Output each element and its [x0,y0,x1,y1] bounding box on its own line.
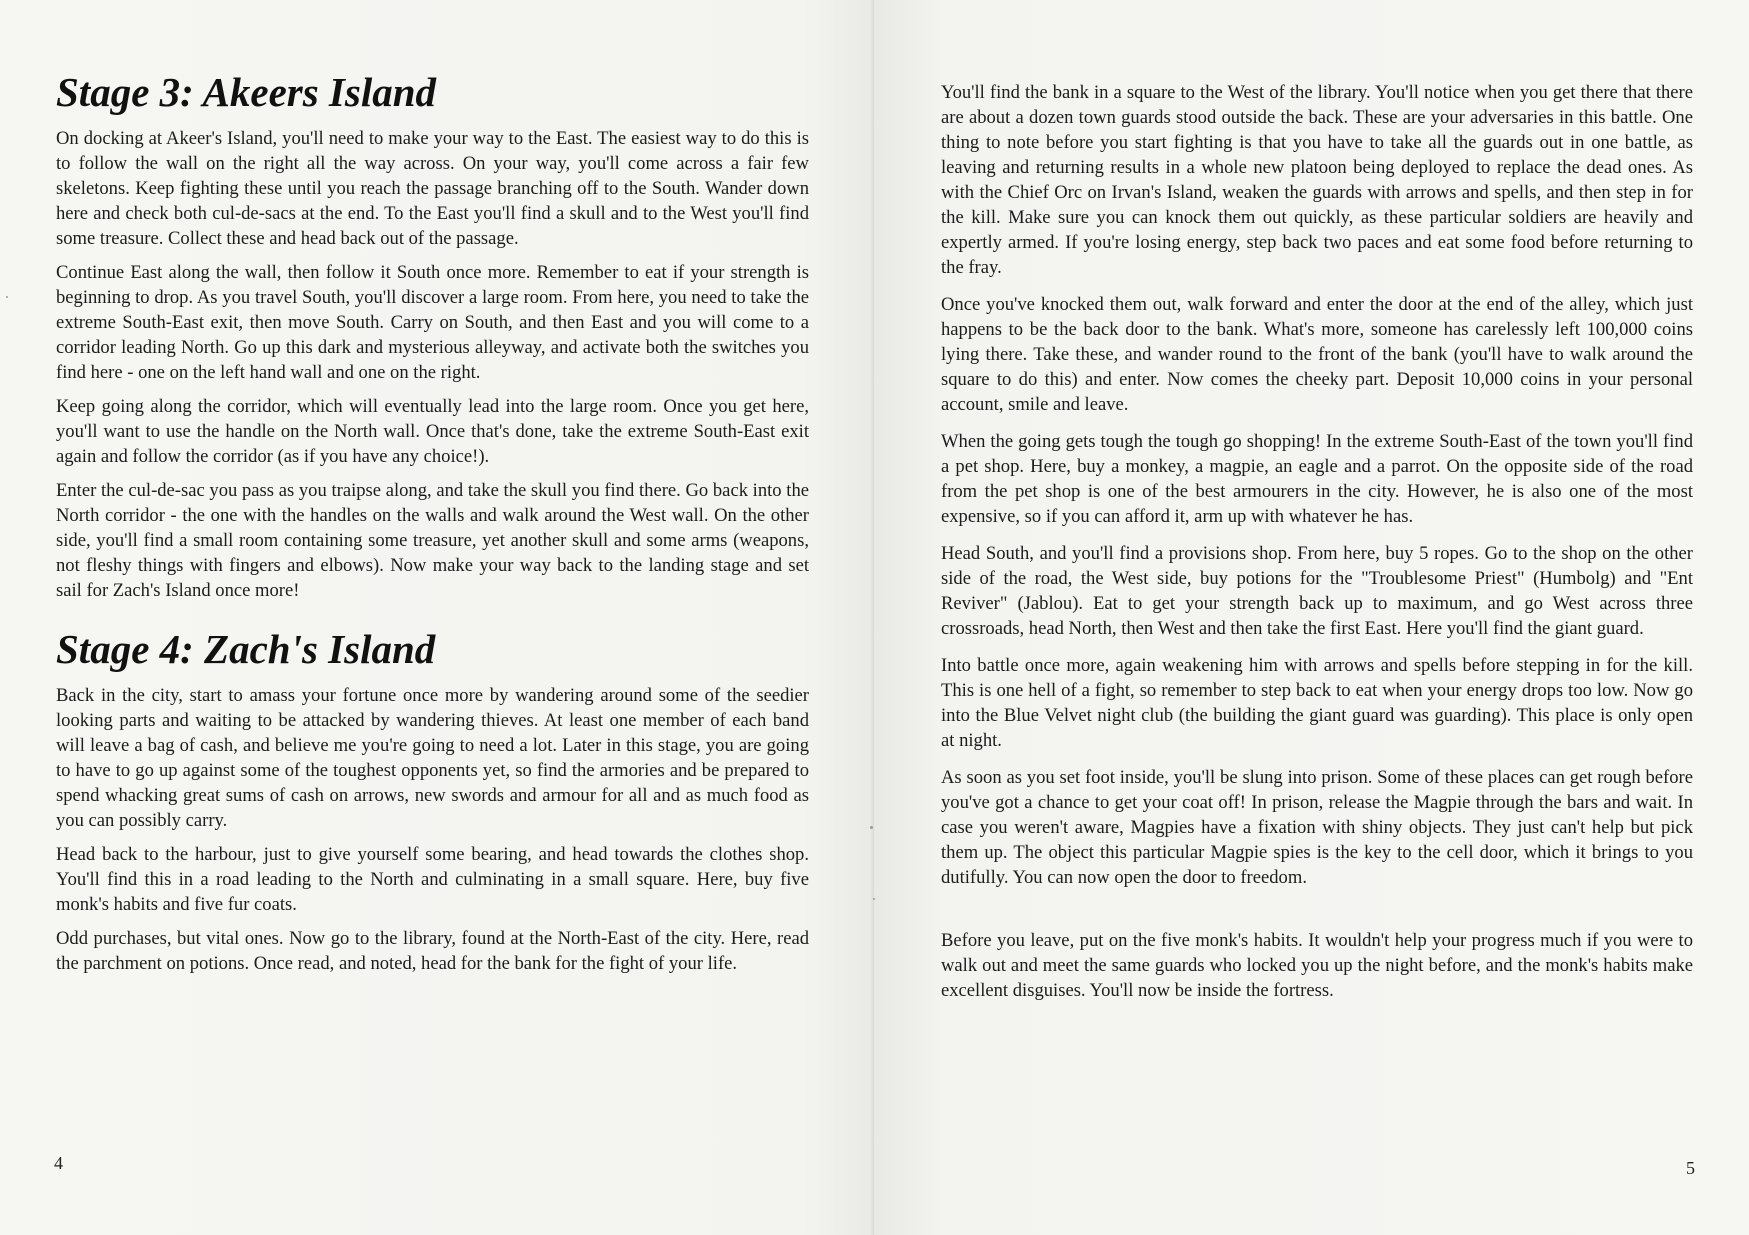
stage-4-paragraph: Head back to the harbour, just to give yourself some bearing, and head towards the clothes shop. You'll find this in a road leading to the North and culminating in a small square. Here, buy five monk's habits and five fur coats. [56,844,809,915]
stage-4-heading: Stage 4: Zach's Island [56,626,436,672]
right-paragraph: As soon as you set foot inside, you'll be slung into prison. Some of these places can get rough before you've got a chance to get your coat off! In prison, release the Magpie through the bars and wait. In case you weren't aware, Magpies have a fixation with shiny objects. They just can't help but pick them up. The object this particular Magpie spies is the key to the cell door, which it brings to you dutifully. You can now open the door to freedom. [941,767,1693,888]
right-column [941,80,1693,1015]
stage-3-paragraph: Enter the cul-de-sac you pass as you traipse along, and take the skull you find there. Go back into the North corridor - the one with the handles on the walls and walk around the West wall. On the other side, you'll find a small room containing some treasure, yet another skull and some arms (weapons, not fleshy things with fingers and elbows). Now make your way back to the landing stage and set sail for Zach's Island once more! [56,480,809,601]
paper-speck [6,296,8,298]
left-column [56,66,809,985]
stage-3-paragraph: On docking at Akeer's Island, you'll need to make your way to the East. The easiest way to do this is to follow the wall on the right all the way across. On your way, you'll come across a fair few skeletons. Keep fighting these until you reach the passage branching off to the South. Wander down here and check both cul-de-sacs at the end. To the East you'll find a skull and to the West you'll find some treasure. Collect these and head back out of the passage. [56,128,809,249]
right-paragraph: Before you leave, put on the five monk's habits. It wouldn't help your progress much if you were to walk out and meet the same guards who locked you up the night before, and the monk's habits make excellent disguises. You'll now be inside the fortress. [941,930,1693,1001]
right-paragraph: Into battle once more, again weakening him with arrows and spells before stepping in for the kill. This is one hell of a fight, so remember to step back to eat when your energy drops too low. Now go into the Blue Velvet night club (the building the giant guard was guarding). This place is only open at night. [941,655,1693,751]
left-page [0,0,874,1235]
right-paragraph: Once you've knocked them out, walk forward and enter the door at the end of the alley, which just happens to be the back door to the bank. What's more, someone has carelessly left 100,000 coins lying there. Take these, and wander round to the front of the bank (you'll have to walk around the square to do this) and enter. Now comes the cheeky part. Deposit 10,000 coins in your personal account, smile and leave. [941,294,1693,415]
page-number-left: 4 [54,1153,63,1173]
page-number-right: 5 [1686,1158,1695,1178]
stage-3-paragraph: Continue East along the wall, then follow it South once more. Remember to eat if your strength is beginning to drop. As you travel South, you'll discover a large room. From here, you need to take the extreme South-East exit, then move South. Carry on South, and then East and you will come to a corridor leading North. Go up this dark and mysterious alleyway, and activate both the switches you find here - one on the left hand wall and one on the right. [56,262,809,383]
stage-3-paragraph: Keep going along the corridor, which will eventually lead into the large room. Once you get here, you'll want to use the handle on the North wall. Once that's done, take the extreme South-East exit again and follow the corridor (as if you have any choice!). [56,396,809,467]
stage-4-paragraph: Odd purchases, but vital ones. Now go to the library, found at the North-East of the city. Here, read the parchment on potions. Once read, and noted, head for the bank for the fight of your life. [56,928,809,974]
paper-speck [870,826,873,829]
paper-speck [873,898,875,900]
stage-3-heading: Stage 3: Akeers Island [56,69,437,115]
right-paragraph: Head South, and you'll find a provisions shop. From here, buy 5 ropes. Go to the shop on the other side of the road, the West side, buy potions for the "Troublesome Priest" (Humbolg) and "Ent Reviver" (Jablou). Eat to get your strength back up to maximum, and go West across three crossroads, head North, then West and then take the first East. Here you'll find the giant guard. [941,543,1693,639]
right-paragraph: You'll find the bank in a square to the West of the library. You'll notice when you get there that there are about a dozen town guards stood outside the back. These are your adversaries in this battle. One thing to note before you start fighting is that you have to take all the guards out in one battle, as leaving and returning results in a whole new platoon being deployed to replace the dead ones. As with the Chief Orc on Irvan's Island, weaken the guards with arrows and spells, and then step in for the kill. Make sure you can knock them out quickly, as these particular soldiers are heavily and expertly armed. If you're losing energy, step back two paces and eat some food before returning to the fray. [941,82,1693,278]
right-paragraph: When the going gets tough the tough go shopping! In the extreme South-East of the town you'll find a pet shop. Here, buy a monkey, a magpie, an eagle and a parrot. On the opposite side of the road from the pet shop is one of the best armourers in the city. However, he is also one of the most expensive, so if you can afford it, arm up with whatever he has. [941,431,1693,527]
stage-4-paragraph: Back in the city, start to amass your fortune once more by wandering around some of the seedier looking parts and waiting to be attacked by wandering thieves. At least one member of each band will leave a bag of cash, and believe me you're going to need a lot. Later in this stage, you are going to have to go up against some of the toughest opponents yet, so find the armories and be prepared to spend whacking great sums of cash on arrows, new swords and armour for all and as much food as you can possibly carry. [56,685,809,831]
